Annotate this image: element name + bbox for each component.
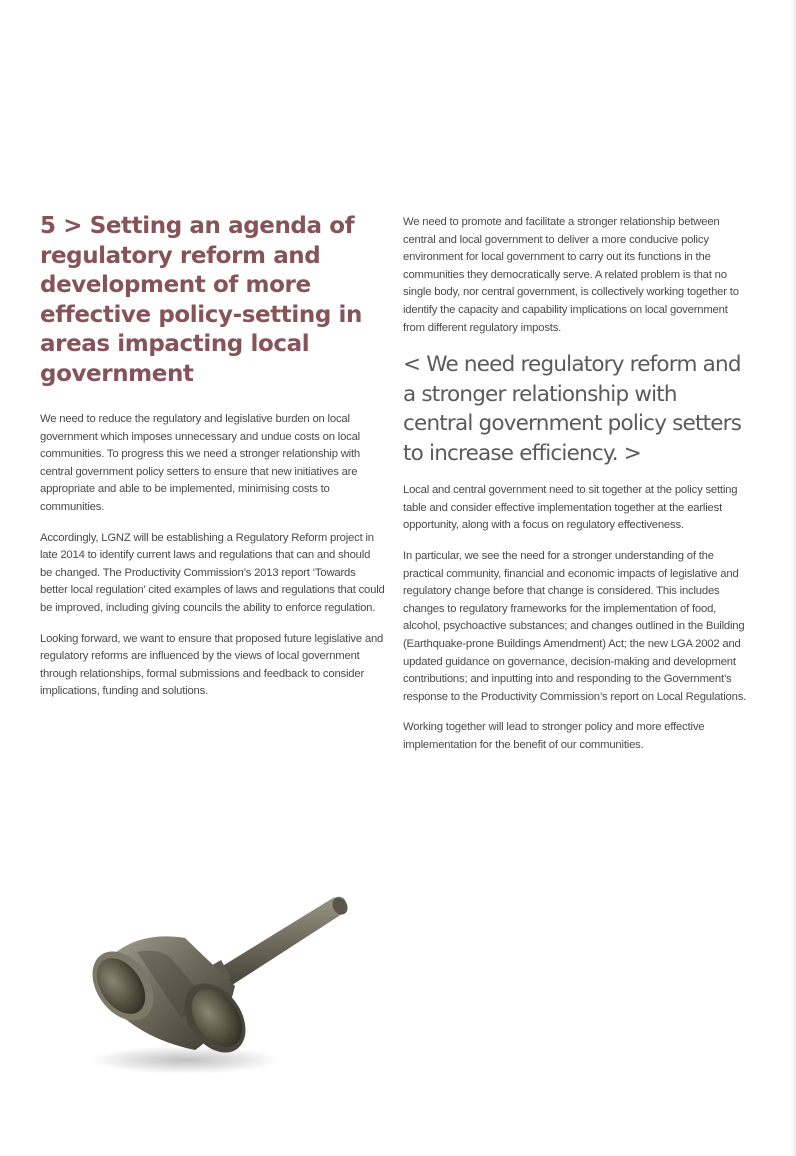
intro-paragraph: We need to promote and facilitate a stronger relationship between central and local government to deliver a more conducive policy environment for local government to carry out its functions in the communities they democratically serve. A related problem is that no single body, nor central government, is collectively working together to identify the capacity and capability implications on local government from different regulatory imposts. <box>403 216 739 334</box>
gavel-icon <box>85 890 360 1080</box>
body-paragraph: Working together will lead to stronger policy and more effective implementation for the benefit of our communities. <box>403 721 705 751</box>
body-paragraph: Looking forward, we want to ensure that proposed future legislative and regulatory reforms are influenced by the views of local government through relationships, formal submissions and feedback to consider implications, funding and solutions. <box>40 632 384 698</box>
pull-quote: < We need regulatory reform and a stronger relationship with central government policy setters to increase efficiency. > <box>403 352 742 466</box>
body-paragraph: In particular, we see the need for a stronger understanding of the practical community, financial and economic impacts of legislative and regulatory change before that change is considered. This includes changes to regulatory frameworks for the implementation of food, alcohol, psychoactive substances; and changes outlined in the Building (Earthquake-prone Buildings Amendment) Act; the new LGA 2002 and updated guidance on governance, decision-making and development contributions; and inputting into and responding to the Government’s response to the Productivity Commission’s report on Local Regulations. <box>403 549 747 703</box>
body-paragraph: Accordingly, LGNZ will be establishing a Regulatory Reform project in late 2014 to identify current laws and regulations that can and should be changed. The Productivity Commission’s 2013 report ‘Towards better local regulation’ cited examples of laws and regulations that could be improved, including giving councils the ability to enforce regulation. <box>40 531 385 614</box>
left-column <box>40 212 385 714</box>
right-column <box>403 214 748 767</box>
gavel-head <box>85 936 258 1064</box>
page-edge-shadow <box>790 0 796 1156</box>
gavel-shadow <box>90 1046 280 1074</box>
section-heading: 5 > Setting an agenda of regulatory reform and development of more effective policy-setting in areas impacting local government <box>40 213 362 387</box>
body-paragraph: Local and central government need to sit together at the policy setting table and consider effective implementation together at the earliest opportunity, along with a focus on regulatory effectiveness. <box>403 484 738 532</box>
body-paragraph: We need to reduce the regulatory and legislative burden on local government which imposes unnecessary and undue costs on local communities. To progress this we need a stronger relationship with central government policy setters to ensure that new initiatives are appropriate and able to be implemented, minimising costs to communities. <box>40 413 361 513</box>
